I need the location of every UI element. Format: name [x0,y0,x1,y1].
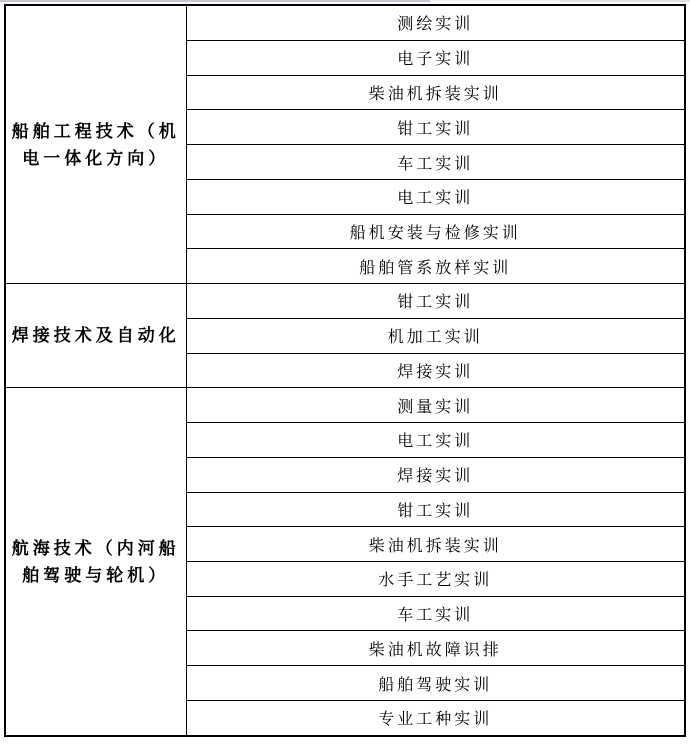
table-row [5,5,685,40]
course-name-cell: 电子实训 [186,40,685,75]
top-edge-segment [430,0,560,2]
course-name-cell: 船机安装与检修实训 [186,214,685,249]
course-name-cell: 柴油机拆装实训 [186,75,685,110]
training-table [4,4,686,737]
course-name-cell: 焊接实训 [186,457,685,492]
course-name-cell: 电工实训 [186,179,685,214]
course-name-cell: 柴油机拆装实训 [186,527,685,562]
course-name-cell: 测绘实训 [186,5,685,40]
course-name-cell: 船舶驾驶实训 [186,666,685,701]
course-name-cell: 钳工实训 [186,284,685,319]
course-name-cell: 船舶管系放样实训 [186,249,685,284]
course-name-cell: 专业工种实训 [186,700,685,736]
program-name-cell: 航海技术（内河船舶驾驶与轮机） [5,388,186,736]
program-name-cell: 焊接技术及自动化 [5,284,186,388]
table-row [5,388,685,423]
top-edge-segment [560,0,690,2]
course-name-cell: 车工实训 [186,596,685,631]
top-edge-segment [0,0,430,2]
course-name-cell: 机加工实训 [186,318,685,353]
table-row [5,284,685,319]
course-name-cell: 钳工实训 [186,110,685,145]
program-name-cell: 船舶工程技术（机电一体化方向） [5,5,186,284]
course-name-cell: 柴油机故障识排 [186,631,685,666]
window-top-edge [0,0,690,2]
course-name-cell: 测量实训 [186,388,685,423]
course-name-cell: 焊接实训 [186,353,685,388]
course-name-cell: 电工实训 [186,423,685,458]
course-name-cell: 钳工实训 [186,492,685,527]
course-name-cell: 车工实训 [186,145,685,180]
course-name-cell: 水手工艺实训 [186,561,685,596]
